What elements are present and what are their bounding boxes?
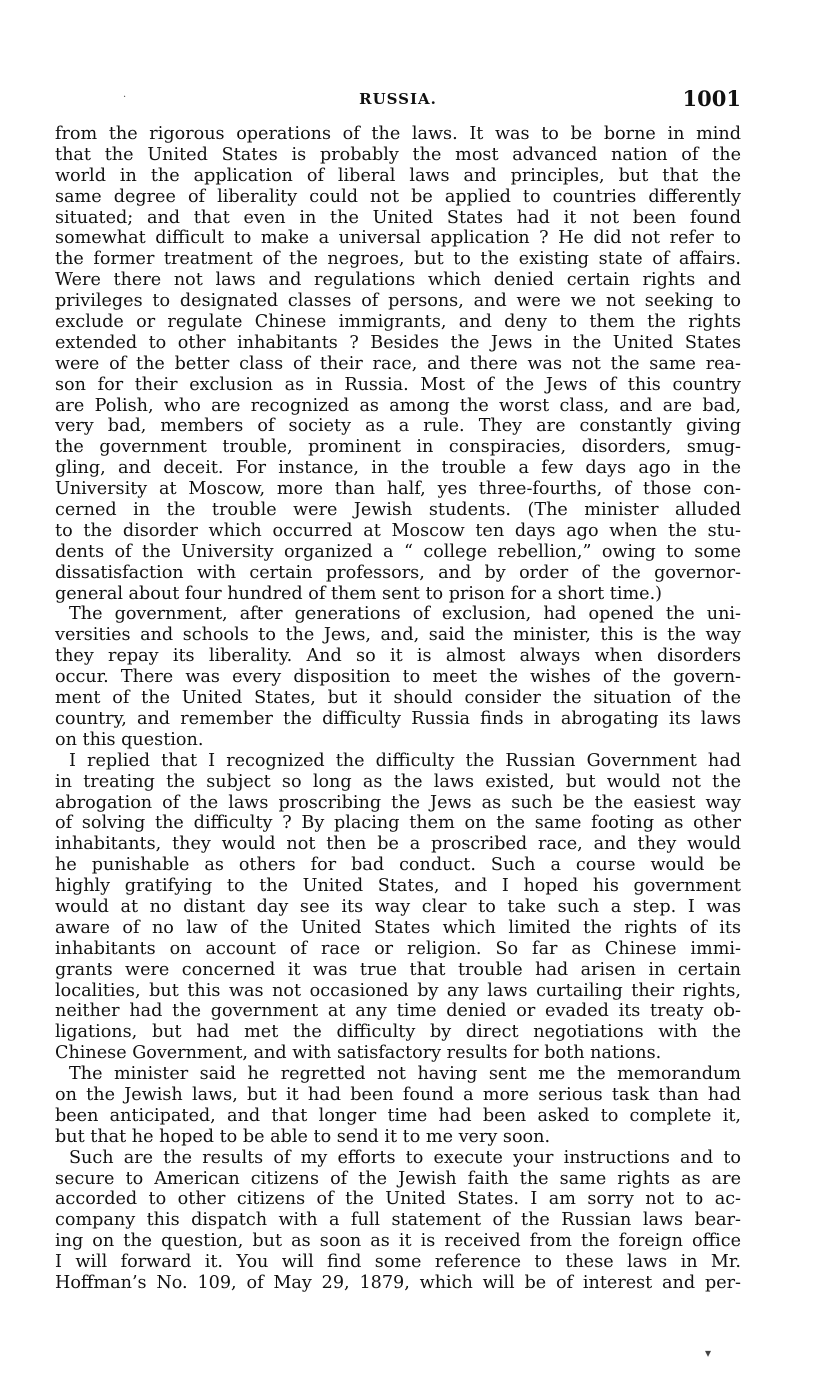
header-title: RUSSIA. — [359, 90, 437, 108]
text-line: cerned in the trouble were Jewish students. (The minister alluded — [55, 500, 741, 521]
text-line: inhabitants, they would not then be a proscribed race, and they would — [55, 834, 741, 855]
text-line: would at no distant day see its way clear to take such a step. I was — [55, 896, 741, 917]
running-header — [55, 86, 741, 116]
text-line: but that he hoped to be able to send it to me very soon. — [55, 1126, 551, 1147]
text-line: Chinese Government, and with satisfactory results for both nations. — [55, 1043, 662, 1064]
text-line: on this question. — [55, 729, 204, 750]
text-line: inhabitants on account of race or religion. So far as Chinese immi- — [55, 938, 741, 959]
text-line: very bad, members of society as a rule. They are constantly giving — [55, 416, 741, 437]
text-line: versities and schools to the Jews, and, said the minister, this is the way — [55, 625, 741, 646]
text-line: somewhat difficult to make a universal application ? He did not refer to — [55, 228, 741, 249]
text-line: in treating the subject so long as the laws existed, but would not the — [55, 771, 741, 792]
text-line: The government, after generations of exclusion, had opened the uni- — [69, 604, 741, 625]
text-line: company this dispatch with a full statement of the Russian laws bear- — [55, 1210, 741, 1231]
text-line: abrogation of the laws proscribing the Jews as such be the easiest way — [55, 792, 741, 813]
text-line: Were there not laws and regulations which denied certain rights and — [55, 270, 741, 291]
body-text — [55, 124, 741, 1294]
header-dot: · — [123, 92, 127, 103]
text-line: to the disorder which occurred at Moscow ten days ago when the stu- — [55, 520, 741, 541]
text-line: son for their exclusion as in Russia. Most of the Jews of this country — [55, 374, 741, 395]
text-line: general about four hundred of them sent to prison for a short time.) — [55, 583, 663, 604]
text-line: extended to other inhabitants ? Besides the Jews in the United States — [55, 332, 741, 353]
text-line: localities, but this was not occasioned by any laws curtailing their rights, — [55, 980, 741, 1001]
text-line: same degree of liberality could not be applied to countries differently — [55, 186, 741, 207]
text-line: I replied that I recognized the difficulty the Russian Government had — [69, 750, 741, 771]
text-line: aware of no law of the United States which limited the rights of its — [55, 917, 741, 938]
text-line: were of the better class of their race, and there was not the same rea- — [55, 353, 741, 374]
page-mark: ▾ — [705, 1346, 712, 1360]
text-line: dissatisfaction with certain professors, and by order of the governor- — [55, 562, 741, 583]
text-line: been anticipated, and that longer time had been asked to complete it, — [55, 1105, 741, 1126]
text-line: highly gratifying to the United States, and I hoped his government — [55, 876, 741, 897]
text-line: the government trouble, prominent in conspiracies, disorders, smug- — [55, 437, 741, 458]
page-number: 1001 — [682, 86, 741, 111]
text-line: ing on the question, but as soon as it is received from the foreign office — [55, 1231, 741, 1252]
text-line: The minister said he regretted not having sent me the memorandum — [69, 1064, 741, 1085]
text-line: Hoffman’s No. 109, of May 29, 1879, which will be of interest and per- — [55, 1272, 741, 1293]
text-line: the former treatment of the negroes, but to the existing state of affairs. — [55, 249, 741, 270]
text-line: exclude or regulate Chinese immigrants, and deny to them the rights — [55, 312, 741, 333]
text-line: I will forward it. You will find some reference to these laws in Mr. — [55, 1252, 741, 1273]
text-line: gling, and deceit. For instance, in the trouble a few days ago in the — [55, 458, 741, 479]
text-line: University at Moscow, more than half, yes three-fourths, of those con- — [55, 479, 741, 500]
text-line: that the United States is probably the most advanced nation of the — [55, 144, 741, 165]
text-line: ligations, but had met the difficulty by direct negotiations with the — [55, 1022, 741, 1043]
text-line: they repay its liberality. And so it is almost always when disorders — [55, 646, 741, 667]
text-line: neither had the government at any time denied or evaded its treaty ob- — [55, 1001, 741, 1022]
text-line: occur. There was every disposition to meet the wishes of the govern- — [55, 667, 741, 688]
text-line: he punishable as others for bad conduct. Such a course would be — [55, 855, 741, 876]
text-line: are Polish, who are recognized as among the worst class, and are bad, — [55, 395, 741, 416]
text-line: country, and remember the difficulty Russia finds in abrogating its laws — [55, 708, 741, 729]
text-line: grants were concerned it was true that trouble had arisen in certain — [55, 959, 741, 980]
text-line: situated; and that even in the United States had it not been found — [55, 207, 741, 228]
text-line: on the Jewish laws, but it had been found a more serious task than had — [55, 1084, 741, 1105]
text-line: ment of the United States, but it should consider the situation of the — [55, 688, 741, 709]
text-line: accorded to other citizens of the United States. I am sorry not to ac- — [55, 1189, 741, 1210]
text-line: Such are the results of my efforts to execute your instructions and to — [69, 1147, 741, 1168]
text-line: of solving the difficulty ? By placing them on the same footing as other — [55, 813, 741, 834]
text-line: from the rigorous operations of the laws. It was to be borne in mind — [55, 124, 741, 144]
text-line: secure to American citizens of the Jewish faith the same rights as are — [55, 1168, 741, 1189]
text-line: dents of the University organized a “ college rebellion,” owing to some — [55, 541, 741, 562]
text-line: world in the application of liberal laws and principles, but that the — [55, 165, 741, 186]
text-line: privileges to designated classes of persons, and were we not seeking to — [55, 291, 741, 312]
